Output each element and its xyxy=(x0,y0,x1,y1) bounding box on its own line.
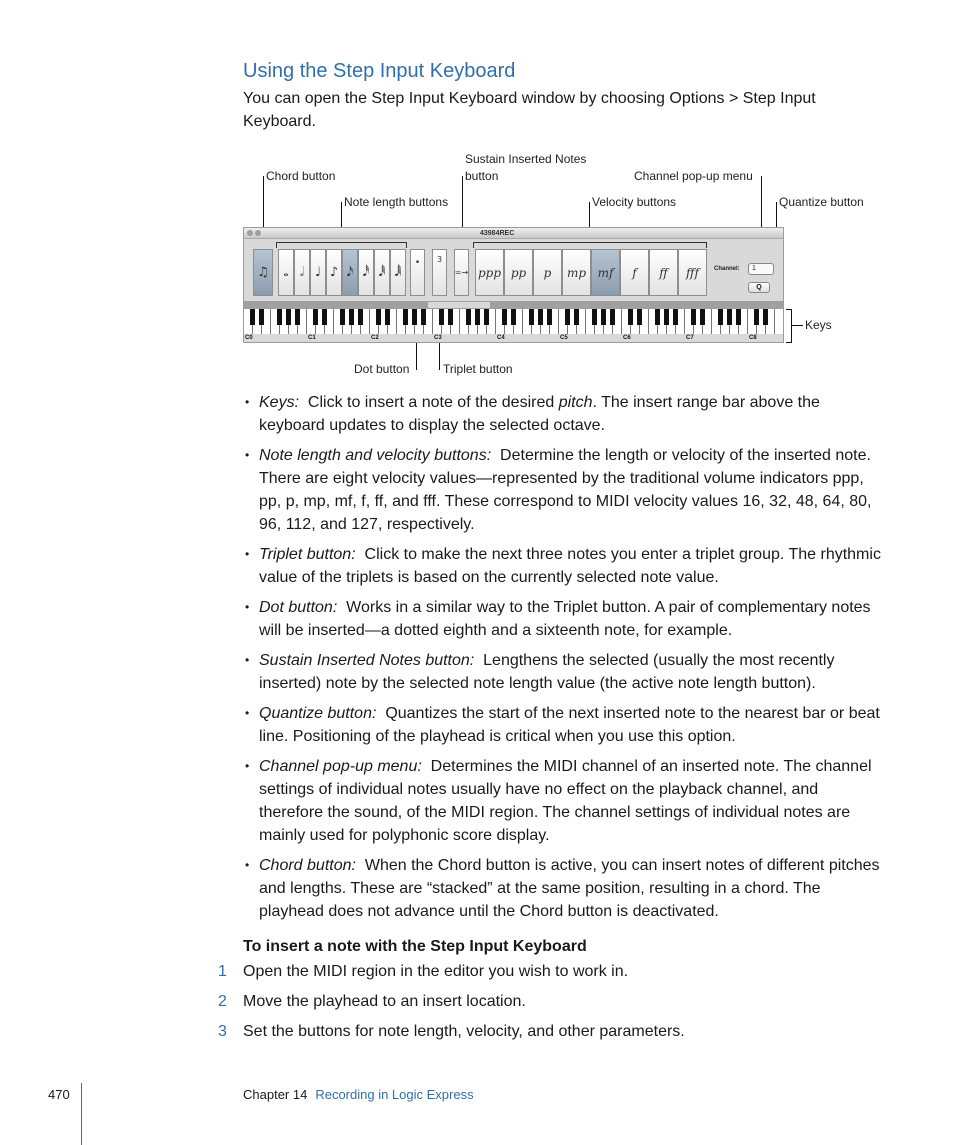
black-key[interactable] xyxy=(655,309,660,325)
callout-channel-popup: Channel pop-up menu xyxy=(634,169,753,183)
black-key[interactable] xyxy=(439,309,444,325)
step-input-keyboard-window xyxy=(243,227,784,343)
step-number: 1 xyxy=(218,963,227,980)
channel-label: Channel: xyxy=(714,266,740,272)
black-key[interactable] xyxy=(376,309,381,325)
black-key[interactable] xyxy=(538,309,543,325)
black-key[interactable] xyxy=(736,309,741,325)
list-item xyxy=(243,596,883,642)
dot-icon: • xyxy=(414,258,421,268)
black-key[interactable] xyxy=(466,309,471,325)
note-length-group-bracket xyxy=(276,242,407,248)
footer-chapter xyxy=(243,1087,474,1102)
step-text: Open the MIDI region in the editor you wish to work in. xyxy=(243,963,629,980)
black-key[interactable] xyxy=(601,309,606,325)
step-number: 2 xyxy=(218,993,227,1010)
list-item xyxy=(243,543,883,589)
velocity-fff-button[interactable]: fff xyxy=(678,249,707,296)
bullet-text: Quantizes the start of the next inserted note to the nearest bar or beat line. Positioning of the playhead is critical when you use this option. xyxy=(259,705,880,745)
black-key[interactable] xyxy=(313,309,318,325)
half-note-button[interactable] xyxy=(294,249,310,296)
sixteenth-note-icon: 𝅘𝅥𝅯 xyxy=(346,265,354,280)
black-key[interactable] xyxy=(259,309,264,325)
list-item xyxy=(243,444,883,536)
black-key[interactable] xyxy=(502,309,507,325)
sixteenth-note-button[interactable] xyxy=(342,249,358,296)
black-key[interactable] xyxy=(529,309,534,325)
step-number: 3 xyxy=(218,1023,227,1040)
black-key[interactable] xyxy=(610,309,615,325)
black-key[interactable] xyxy=(691,309,696,325)
bullet-term: Dot button: xyxy=(259,599,338,616)
black-key[interactable] xyxy=(403,309,408,325)
black-key[interactable] xyxy=(484,309,489,325)
black-key[interactable] xyxy=(664,309,669,325)
triplet-button[interactable] xyxy=(432,249,447,296)
callout-keys: Keys xyxy=(805,318,832,332)
list-item xyxy=(243,391,883,437)
hundred-twenty-eighth-note-button[interactable] xyxy=(390,249,406,296)
black-key[interactable] xyxy=(277,309,282,325)
black-key[interactable] xyxy=(385,309,390,325)
octave-label: C4 xyxy=(497,335,505,341)
channel-value: 1 xyxy=(752,265,756,272)
black-key[interactable] xyxy=(673,309,678,325)
step-item xyxy=(218,1022,685,1042)
bullet-term: Quantize button: xyxy=(259,705,377,722)
bullet-text: Determine the length or velocity of the inserted note. There are eight velocity values—represented by the traditional volume indicators ppp, pp, p, mp, mf, f, ff, and fff. These correspond to MIDI velocity values 16, 32, 48, 64, 80, 96, 112, and 127, respectively. xyxy=(259,447,872,533)
bullet-term: Note length and velocity buttons: xyxy=(259,447,492,464)
octave-label: C3 xyxy=(434,335,442,341)
quantize-button[interactable]: Q xyxy=(748,282,770,293)
thirty-second-note-icon: 𝅘𝅥𝅰 xyxy=(362,265,370,280)
black-key[interactable] xyxy=(763,309,768,325)
black-key[interactable] xyxy=(700,309,705,325)
footer-rule xyxy=(81,1083,82,1145)
callout-chord-button: Chord button xyxy=(266,169,336,183)
close-window-button[interactable] xyxy=(247,230,253,236)
black-key[interactable] xyxy=(547,309,552,325)
black-key[interactable] xyxy=(754,309,759,325)
half-note-icon: 𝅗𝅥 xyxy=(299,265,305,280)
bullet-emphasis: pitch xyxy=(558,394,593,411)
section-title: Using the Step Input Keyboard xyxy=(243,60,516,82)
callout-sustain-line1: Sustain Inserted Notes xyxy=(465,152,587,166)
thirty-second-note-button[interactable] xyxy=(358,249,374,296)
leader-keys-bottom xyxy=(786,342,792,343)
black-key[interactable] xyxy=(349,309,354,325)
octave-label: C8 xyxy=(749,335,757,341)
list-item xyxy=(243,755,883,847)
step-item xyxy=(218,962,628,982)
whole-note-button[interactable] xyxy=(278,249,294,296)
hundred-twenty-eighth-note-icon: 𝅘𝅥𝅲 xyxy=(394,265,402,280)
piano-keyboard[interactable] xyxy=(244,309,783,334)
step-text: Move the playhead to an insert location. xyxy=(243,993,526,1010)
callout-sustain-line2: button xyxy=(465,169,499,183)
velocity-ppp-button[interactable]: ppp xyxy=(475,249,504,296)
bullet-text: Lengthens the selected (usually the most recently inserted) note by the selected note length value (the active note length button). xyxy=(259,652,835,692)
black-key[interactable] xyxy=(322,309,327,325)
octave-label: C7 xyxy=(686,335,694,341)
step-item xyxy=(218,992,526,1012)
eighth-note-button[interactable] xyxy=(326,249,342,296)
leader-keys-top xyxy=(786,309,792,310)
task-title: To insert a note with the Step Input Keyboard xyxy=(243,938,587,955)
sixty-fourth-note-icon: 𝅘𝅥𝅱 xyxy=(378,265,386,280)
black-key[interactable] xyxy=(448,309,453,325)
velocity-ff-button[interactable]: ff xyxy=(649,249,678,296)
octave-label: C6 xyxy=(623,335,631,341)
insert-range-bar xyxy=(244,301,783,309)
bullet-term: Chord button: xyxy=(259,857,356,874)
page-number: 470 xyxy=(48,1087,70,1102)
octave-label: C0 xyxy=(245,335,253,341)
black-key[interactable] xyxy=(592,309,597,325)
bullet-text: Click to make the next three notes you enter a triplet group. The rhythmic value of the triplets is based on the currently selected note value. xyxy=(259,546,881,586)
bullet-term: Triplet button: xyxy=(259,546,356,563)
list-item xyxy=(243,702,883,748)
bullet-text: . The insert range bar above the keyboard updates to display the selected octave. xyxy=(259,394,820,434)
black-key[interactable] xyxy=(511,309,516,325)
intro-paragraph: You can open the Step Input Keyboard window by choosing Options > Step Input Keyboard. xyxy=(243,90,816,130)
black-key[interactable] xyxy=(250,309,255,325)
channel-popup-menu[interactable] xyxy=(748,263,774,275)
list-item xyxy=(243,854,883,923)
velocity-mp-button[interactable]: mp xyxy=(562,249,591,296)
triplet-icon: 3 xyxy=(436,255,443,264)
black-key[interactable] xyxy=(628,309,633,325)
sustain-icon: =→ xyxy=(454,268,469,277)
black-key[interactable] xyxy=(286,309,291,325)
insert-range-highlight[interactable] xyxy=(428,302,490,308)
dot-button[interactable] xyxy=(410,249,425,296)
list-item xyxy=(243,649,883,695)
sustain-inserted-notes-button[interactable] xyxy=(454,249,469,296)
black-key[interactable] xyxy=(340,309,345,325)
bullet-text: When the Chord button is active, you can insert notes of different pitches and lengths. These are “stacked” at the same position, resulting in a chord. The playhead does not advance until the Chord button is deactivated. xyxy=(259,857,880,920)
feature-list xyxy=(243,391,883,930)
callout-triplet-button: Triplet button xyxy=(443,362,513,376)
whole-note-icon: 𝅝 xyxy=(283,265,289,280)
black-key[interactable] xyxy=(421,309,426,325)
bullet-term: Sustain Inserted Notes button: xyxy=(259,652,475,669)
leader-keys-stub xyxy=(791,325,803,326)
black-key[interactable] xyxy=(475,309,480,325)
octave-label: C5 xyxy=(560,335,568,341)
chord-button[interactable] xyxy=(253,249,273,296)
window-titlebar xyxy=(244,228,783,239)
bullet-text: Works in a similar way to the Triplet button. A pair of complementary notes will be inserted—a dotted eighth and a sixteenth note, for example. xyxy=(259,599,871,639)
velocity-mf-button[interactable]: mf xyxy=(591,249,620,296)
black-key[interactable] xyxy=(637,309,642,325)
quarter-note-icon: ♩ xyxy=(314,265,322,280)
bullet-term: Channel pop-up menu: xyxy=(259,758,422,775)
bullet-term: Keys: xyxy=(259,394,300,411)
minimize-window-button[interactable] xyxy=(255,230,261,236)
velocity-group-bracket xyxy=(473,242,707,248)
black-key[interactable] xyxy=(412,309,417,325)
quarter-note-button[interactable] xyxy=(310,249,326,296)
velocity-pp-button[interactable]: pp xyxy=(504,249,533,296)
velocity-f-button[interactable]: f xyxy=(620,249,649,296)
chord-icon: ♫ xyxy=(257,265,269,280)
black-key[interactable] xyxy=(295,309,300,325)
chapter-label: Chapter 14 xyxy=(243,1087,308,1102)
velocity-p-button[interactable]: p xyxy=(533,249,562,296)
callout-quantize-button: Quantize button xyxy=(779,195,864,209)
leader-keys-bracket xyxy=(791,309,792,343)
chapter-name-link[interactable]: Recording in Logic Express xyxy=(315,1087,474,1102)
callout-note-length-buttons: Note length buttons xyxy=(344,195,449,209)
octave-label: C2 xyxy=(371,335,379,341)
black-key[interactable] xyxy=(574,309,579,325)
black-key[interactable] xyxy=(718,309,723,325)
eighth-note-icon: ♪ xyxy=(329,265,339,280)
black-key[interactable] xyxy=(727,309,732,325)
callout-velocity-buttons: Velocity buttons xyxy=(592,195,677,209)
octave-label: C1 xyxy=(308,335,316,341)
bullet-text: Determines the MIDI channel of an inserted note. The channel settings of individual notes usually have no effect on the playback channel, and therefore the sound, of the MIDI region. The channel settings of individual notes are mainly used for polyphonic score display. xyxy=(259,758,872,844)
step-text: Set the buttons for note length, velocity, and other parameters. xyxy=(243,1023,685,1040)
bullet-text: Click to insert a note of the desired xyxy=(307,394,559,411)
callout-dot-button: Dot button xyxy=(354,362,410,376)
sixty-fourth-note-button[interactable] xyxy=(374,249,390,296)
black-key[interactable] xyxy=(358,309,363,325)
window-title: 43984REC xyxy=(480,230,515,237)
black-key[interactable] xyxy=(565,309,570,325)
